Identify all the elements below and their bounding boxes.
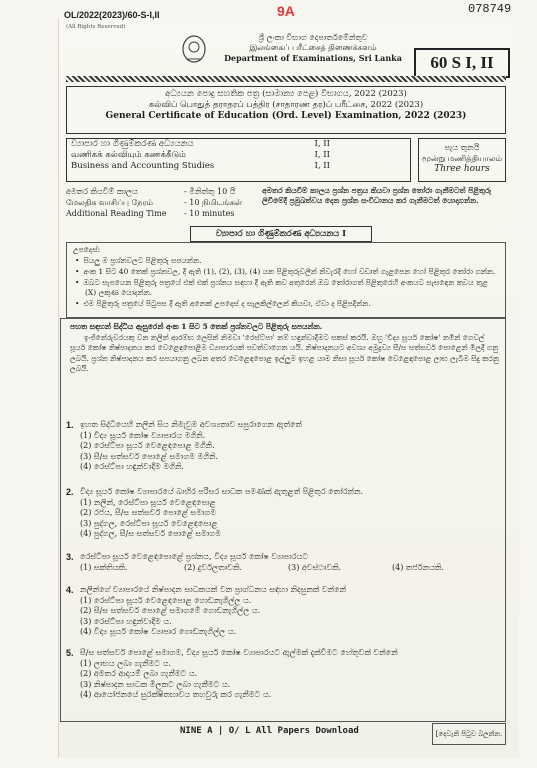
option: (2) අමතර ආදායම් ලබා ගැනීමට ය. xyxy=(80,669,198,678)
question-2 xyxy=(66,487,496,540)
option: (4) රෙස්ට්පා හඳුන්වාදීම මගිනි. xyxy=(80,462,184,471)
case-lead: පහත සඳහන් සිද්ධිය ඇසුරෙන් අංක 1 සිට 5 තෙක් ප්‍රශ්නවලට පිළිතුරු සපයන්න. xyxy=(70,322,323,331)
option: (4) තර්ජනයකි. xyxy=(392,562,444,572)
question-number: 5. xyxy=(66,648,74,658)
reading-label-si: අමතර කියවීම් කාලය xyxy=(66,187,138,196)
question-4 xyxy=(66,585,496,638)
option: (4) ආයෝජනයේ සුරක්ෂිතභාවය තහවුරු කර ගැනීමට ය. xyxy=(80,690,272,699)
option: (1) නලින්, රෙස්ට්පා සූර්ය වෙළෙඳපොළ xyxy=(80,497,216,507)
reading-value-si: - මිනිත්තු 10 යි xyxy=(184,187,236,196)
instruction-item: • ඔබට සැපයෙන පිළිතුරු පත්‍රයේ එක් එක් ප්‍රශ්නය සඳහා දී ඇති කව අතුරෙන් ඔබ තෝරාගත් පිළිතුරෙහි අංකයට සැසඳෙන කවය තුළ (X) ලකුණ යොදන්න. xyxy=(73,278,499,298)
reading-label-en: Additional Reading Time xyxy=(66,209,167,218)
option: (2) සී/ස සත්සර්ව පොළේ සමාගමේ ගොඩනැගිල්ල ය. xyxy=(80,606,261,615)
question-stem: විද්‍ය සූර්ය කෝෂ ව්‍යාපාරයේ බාහිර පරිසර සාධක පමණක් ඇතුළත් පිළිතුර තෝරන්න. xyxy=(80,487,364,496)
decorative-bar xyxy=(66,76,506,82)
paper-code: OL/2022(2023)/60-S-I,II xyxy=(64,10,160,20)
question-number: 3. xyxy=(66,552,74,562)
reading-label-ta: மேலதிக வாசிப்பு நேரம் xyxy=(66,198,153,207)
option: (3) රෙස්ට්පා හඳුන්වාදීම ය. xyxy=(80,616,172,626)
next-page-note: [දෙවැනි පිටුව බලන්න. xyxy=(432,723,506,745)
time-box xyxy=(418,138,506,182)
time-en: Three hours xyxy=(434,164,490,174)
question-stem: සී/ස සත්සර්ව පොළේ සමාගම, විද්‍ය සූර්ය කෝෂ ව්‍යාපාරයට ඇල්මක් දැක්වීමට හේතුවක් වන්නේ xyxy=(80,648,398,657)
instruction-item: • අංක 1 සිට 40 තෙක් ප්‍රශ්නවල, දී ඇති (1), (2), (3), (4) යන පිළිතුරුවලින් නිවැරදි හෝ වඩාත් ගැළපෙන හෝ පිළිතුර තෝරා ගන්න. xyxy=(73,267,499,277)
part-title: ව්‍යාපාර හා ගිණුම්කරණ අධ්‍යයනය I xyxy=(190,226,372,242)
reading-time-block xyxy=(66,186,256,219)
time-si: පැය තුනයි xyxy=(444,143,480,152)
subject-name-ta: வணிகக் கல்வியும் கணக்கீடும் xyxy=(71,150,186,160)
subject-box xyxy=(66,138,411,182)
option: (4) විද්‍ය සූර්ය කෝෂ ව්‍යාපාර ගොඩනැගිල්ල ය. xyxy=(80,627,237,636)
question-number: 2. xyxy=(66,487,74,497)
crest-icon xyxy=(180,33,208,65)
time-ta: மூன்று மணித்தியாலம் xyxy=(421,154,503,163)
option: (2) දුර්වලතාවකි. xyxy=(184,562,243,572)
instruction-item: • සියලු ම ප්‍රශ්නවලට පිළිතුරු සපයන්න. xyxy=(73,256,499,266)
question-1 xyxy=(66,420,496,473)
subject-name-en: Business and Accounting Studies xyxy=(71,161,215,171)
option: (4) පුද්ගල, සී/ස සත්සර්ව පොළේ සමාගම xyxy=(80,529,221,538)
subject-name-si: ව්‍යාපාර හා ගිණුම්කරණ අධ්‍යයනය xyxy=(71,139,194,149)
instructions-box xyxy=(66,242,506,318)
exam-title-box xyxy=(66,86,506,134)
reading-note: අමතර කියවීම් කාලය ප්‍රශ්න පත්‍රය කියවා ප්‍රශ්න තෝරා ගැනීමටත් පිළිතුරු ලිවීමේදී ප්‍රමුඛත්වය දෙන ප්‍රශ්න සංවිධානය කර ගැනීමටත් යොදාගන්න. xyxy=(262,186,492,205)
paper-number: I, II xyxy=(314,161,330,171)
question-stem: ඉහත සිද්ධියෙහි නලින් සිය නිමැවුම අවශ්‍යතාව සපුරාගෙන ඇත්තේ xyxy=(80,420,302,429)
instruction-item: • එම පිළිතුරු පත්‍රයේ පිටුපස දී ඇති අනෙක් උපදෙස් ද සැලකිල්ලෙන් කියවා, ඒවා ද පිළිපදින්න. xyxy=(73,299,499,309)
case-study xyxy=(70,322,500,375)
question-number: 4. xyxy=(66,585,74,595)
paper-number: I, II xyxy=(314,139,330,149)
reading-value-ta: - 10 நிமிடங்கள் xyxy=(184,198,243,207)
exam-title-en: General Certificate of Education (Ord. Level) Examination, 2022 (2023) xyxy=(105,111,467,121)
option: (3) අවස්ථාවකි. xyxy=(288,562,342,572)
case-text: ඉංජිනේරුවරයකු වන නලින් ආරම්භ ලෙසින් නිමවා 'රෙස්ට්පා' නම් හඳුන්වාදීමට සකස් කරයි. ඔහු 'විද්‍ය සූර්ය කෝෂ' නමින් ගෙවල් සූර්ය කෝෂ නිෂ්පාදනය කර වෙළෙඳපොළීම ව්‍යාපාරයක් පවත්වාගෙන යයි. නිෂ්පාදනයට අවශ්‍ය අමුද්‍රව්‍ය සී/ස සත්සර්ව පොළෙන් මිලදී ගනු ලබයි. ප්‍රශ්න නිෂ්පාදනය කර සපයාගනු ලබන අතර වෙළෙඳපොළ ඉල්ලුම ඉහළ යාම නිසා සූර්ය කෝෂ වෙළෙඳපොළ ලාභ ලැබීම සිදු කරනු ලබයි. xyxy=(70,332,499,373)
option: (3) පුද්ගල, රෙස්ට්පා සූර්ය වෙළෙඳපොළ xyxy=(80,518,218,528)
question-stem: නලින්ගේ ව්‍යාපාරයේ නිෂ්පාදන සාධකයක් වන ප්‍රාග්ධනය සඳහා නිදසුනක් වන්නේ xyxy=(80,585,347,594)
reading-value-en: - 10 minutes xyxy=(184,209,235,218)
option: (3) සී/ස සත්සර්ව පොළේ සමාගම මගිනි. xyxy=(80,451,218,461)
option: (3) නිෂ්පාදන සාධක මිලකට ලබා ගැනීමට ය. xyxy=(80,679,231,689)
subject-code-box: 60 S I, II xyxy=(414,48,510,78)
question-stem: රෙස්ට්පා සූර්ය වෙළෙඳපොළේ ප්‍රශ්නය, විද්‍ය සූර්ය කෝෂ ව්‍යාපාරයට xyxy=(80,552,309,561)
option: (1) ලාභය ලබා ගැනීමට ය. xyxy=(80,658,171,668)
question-number: 1. xyxy=(66,420,74,430)
instructions-heading: උපදෙස්: xyxy=(73,245,101,254)
question-5 xyxy=(66,648,496,701)
paper-number: I, II xyxy=(314,150,330,160)
watermark-badge: 9A xyxy=(277,3,295,19)
exam-title-ta: கல்விப் பொதுத் தராதரப் பத்திர (சாதாரண தர)ப் பரீட்சை, 2022 (2023) xyxy=(148,100,424,110)
option: (2) රෙස්ට්පා සූර්ය වෙළෙඳපොළ මගිනි. xyxy=(80,441,215,450)
option: (1) රෙස්ට්පා සූර්ය වෙළෙඳපොළ ගොඩනැගිල්ල ය. xyxy=(80,595,252,605)
exam-title-si: අධ්‍යයන පොදු සහතික පත්‍ර (සාමාන්‍ය පෙළ) විභාගය, 2022 (2023) xyxy=(165,89,407,99)
serial-number: 078749 xyxy=(468,2,512,16)
option: (1) විද්‍ය සූර්ය කෝෂ ව්‍යාපාරය මගිනි. xyxy=(80,430,206,440)
option: (1) සක්තියකි. xyxy=(80,562,128,572)
option: (2) රජය, සී/ස සත්සර්ව පොළේ සමාගම xyxy=(80,508,217,517)
copyright-notice: (All Rights Reserved) xyxy=(66,24,126,30)
footer-download-link[interactable]: NINE A | O/ L All Papers Download xyxy=(180,726,359,736)
question-3 xyxy=(66,552,496,573)
department-header: ශ්‍රී ලංකා විභාග දෙපාර්තමේන්තුව இலங்கைப் பரீட்சைத் திணைக்களம் Department of Examinations, Sri Lanka xyxy=(224,33,402,63)
